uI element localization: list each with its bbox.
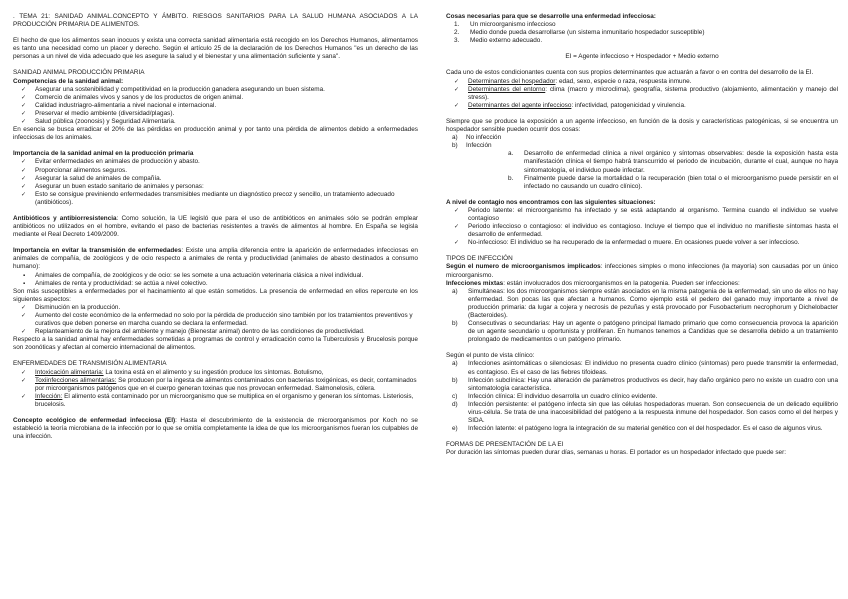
bullet-list [446, 207, 838, 247]
item-marker: b. [508, 174, 514, 182]
section-heading: ENFERMEDADES DE TRANSMISIÓN ALIMENTARIA [13, 360, 167, 368]
item-text: Desarrollo de enfermedad clínica a nivel orgánico y síntomas observables: desde la exposición hasta esta manifestación clínica el tiempo habrá transcurrido el periodo de incubación, durante el cual, aunque no haya sintomatología, el individuo puede infectar. [524, 150, 838, 174]
item-text: : clima (macro y microclima), geografía, sistema productivo (alojamiento, alimentación y manejo del stress). [468, 85, 838, 101]
paragraph: Son más susceptibles a enfermedades por el hacinamiento al que están sometidos. La presencia de enfermedad en ellos repercute en los siguientes aspectos: [13, 287, 418, 303]
list-item [446, 29, 838, 37]
list-item [446, 393, 838, 401]
paragraph: Respecto a la sanidad animal hay enfermedades sometidas a programas de control y erradicación como la Tuberculosis y Brucelosis porque son zoonóticas y afectan al comercio internacional de alimentos. [13, 336, 418, 352]
lettered-list [446, 288, 838, 345]
item-label: Determinantes del agente infeccioso [468, 101, 572, 109]
section-heading: FORMAS DE PRESENTACIÓN DE LA EI [446, 441, 564, 449]
list-item [446, 86, 838, 102]
list-item [446, 142, 838, 150]
list-item [446, 21, 838, 29]
item-marker: 2. [454, 29, 460, 37]
item-marker: d) [452, 400, 458, 408]
paragraph [446, 263, 838, 279]
nested-list [446, 150, 838, 190]
list-item: ✓ Periodo latente: el microorganismo ha infectado y se está adaptando al organismo. Termina cuando el individuo se vuelve contagioso [446, 207, 838, 223]
item-text: Infección [466, 142, 492, 150]
item-marker: a) [452, 360, 458, 368]
inline-text: : están involucrados dos microorganismos en la patogenia. Pueden ser infecciones: [503, 279, 740, 287]
list-item: ✓ Proporcionar alimentos seguros. [13, 167, 418, 175]
intro-paragraph: El hecho de que los alimentos sean inocuos y exista una correcta sanidad alimentaria está recogido en los Derechos Humanos, alimentarnos es tanto una necesidad como un placer y derecho. Según el artículo 25 de la declaración de los Derechos Humanos "es un derecho de las personas a un nivel de vida adecuado que les asegure la salud y el bienestar y una alimentación suficiente y sana". [13, 37, 418, 61]
item-text: Infección subclínica: Hay una alteración de parámetros productivos es decir, hay daño orgánico pero no existe un cuadro con una sintomatología característica. [468, 376, 838, 392]
paragraph [13, 247, 418, 271]
paragraph [13, 215, 418, 239]
inline-text: : Existe una amplia diferencia entre la aparición de enfermedades infecciosas en animales de compañía, de zoológicos y de ocio respecto a animales de renta y productividad (animales de abasto destinados a consumo humano): [13, 247, 418, 271]
list-item: ✓ Esto se consigue previniendo enfermedades transmisibles mediante un diagnóstico precoz y sencillo, un tratamiento adecuado (antibióticos). [13, 191, 418, 207]
list-item: ✓ Calidad industriagro-alimentaria a nivel nacional e internacional. [13, 102, 418, 110]
list-item [446, 288, 838, 320]
document-title: . TEMA 21: SANIDAD ANIMAL.CONCEPTO Y ÁMBITO. RIESGOS SANITARIOS PARA LA SALUD HUMANA ASOCIADOS A LA PRODUCCIÓN PRIMARIA DE ALIMENTOS. [13, 13, 418, 29]
bullet-list [446, 78, 838, 110]
left-column [13, 13, 418, 441]
paragraph [446, 280, 838, 288]
item-text: Infección latente: el patógeno logra la integración de su material genético con el del hospedador. Es el caso de algunos virus. [468, 425, 823, 433]
list-item [446, 320, 838, 344]
lettered-list [446, 134, 838, 150]
paragraph: Según el punto de vista clínico: [446, 352, 535, 360]
item-label: Toxiinfecciones alimentarias: [35, 376, 117, 384]
list-item [446, 377, 838, 393]
item-text: No infección [466, 134, 502, 142]
list-item: ✓ Asegurar una sostenibilidad y competitividad en la producción ganadera asegurando un buen sistema. [13, 86, 418, 94]
numbered-list [446, 21, 838, 45]
list-item [446, 78, 838, 86]
item-label: Determinantes del hospedador [468, 77, 556, 85]
list-item: ✓ Asegurar un buen estado sanitario de animales y personas: [13, 183, 418, 191]
item-marker: b) [452, 320, 458, 328]
inline-label: Según el numero de microorganismos implicados [446, 263, 601, 271]
item-marker: a. [508, 150, 514, 158]
bullet-list [13, 272, 418, 288]
item-text: Infección persistente: el patógeno infecta sin que las células hospedadoras mueran. Son consecuencia de un delicado equilibrio virus-célula. Se trata de una inaccesibilidad del patógeno a la respuesta inmune del hospedador. Son casos como el del herpes y SIDA. [468, 400, 838, 425]
subsection-heading: Importancia de la sanidad animal en la producción primaria [13, 150, 194, 158]
item-text: Consecutivas o secundarias: Hay un agente o patógeno principal llamado primario que como consecuencia provoca la aparición de un agente secundario u oportunista y proliferan. En humanos tenemos a Candidas que se desarrolla debido a un tratamiento prolongado de medicamentos o un patógeno primario. [468, 320, 838, 344]
list-item: ✓ Aumento del coste económico de la enfermedad no solo por la pérdida de producción sino también por los tratamientos preventivos y curativos que deben ponerse en marcha cuando se declara la enfermedad. [13, 312, 418, 328]
list-item [446, 134, 838, 142]
inline-label: Importancia en evitar la transmisión de enfermedades [13, 247, 182, 255]
inline-text: : Como solución, la UE legisló que para el uso de antibióticos en animales sólo se podrán emplear antibióticos no utilizados en el hombre, evitando el paso de bacterias resistentes a través de alimentos al hombre. En España se legisla mediante el Real Decreto 1409/2009. [13, 214, 418, 239]
list-item: ✓ Salud pública (zoonosis) y Seguridad Alimentaria. [13, 118, 418, 126]
formula: EI = Agente infeccioso + Hospedador + Medio externo [565, 53, 719, 61]
item-marker: a) [452, 287, 458, 295]
item-text: Infecciones asintomáticas o silenciosas: El individuo no presenta cuadro clínico (síntomas) pero puede transmitir la enfermedad, es contagioso. Es el caso de las fiebres tifoideas. [468, 360, 838, 376]
item-label: Determinantes del entorno [468, 85, 546, 93]
item-marker: 3. [454, 37, 460, 45]
paragraph: Por duración las síntomas pueden durar días, semanas u horas. El portador es un hospedador infectado que puede ser: [446, 449, 786, 457]
inline-label: Infecciones mixtas [446, 279, 504, 287]
paragraph: Cada uno de estos condicionantes cuenta con sus propios determinantes que actuarán a favor o en contra del desarrollo de la EI. [446, 69, 814, 77]
subsection-heading: Competencias de la sanidad animal: [13, 77, 124, 85]
list-item [446, 175, 838, 191]
lettered-list [446, 360, 838, 433]
list-item [446, 102, 838, 110]
list-item: ▪ Animales de renta y productividad: se actúa a nivel colectivo. [13, 280, 418, 288]
item-marker: b) [452, 376, 458, 384]
list-item: ✓ Preservar el medio ambiente (diversidad/plagas). [13, 110, 418, 118]
section-heading: SANIDAD ANIMAL PRODUCCIÓN PRIMARIA [13, 69, 145, 77]
subsection-heading: A nivel de contagio nos encontramos con las siguientes situaciones: [446, 198, 656, 206]
bullet-list [13, 369, 418, 409]
list-item: ✓ Replanteamiento de la mejora del ambiente y manejo (Bienestar animal) dentro de las condiciones de productividad. [13, 328, 418, 336]
inline-label: Concepto ecológico de enfermedad infecciosa (EI) [13, 417, 176, 425]
list-item [446, 425, 838, 433]
item-text: La toxina está en el alimento y su ingestión produce los síntomas. Botulismo, [103, 368, 324, 376]
list-item [446, 401, 838, 425]
list-item: ✓ Disminución en la producción. [13, 304, 418, 312]
item-text: : infectividad, patogenicidad y virulencia. [571, 101, 686, 109]
list-item: ✓ Asegurar la salud de animales de compañía. [13, 175, 418, 183]
item-label: Intoxicación alimentaria: [35, 368, 104, 376]
item-text: Medio externo adecuado. [470, 37, 543, 45]
list-item [13, 377, 418, 393]
item-text: Medio donde pueda desarrollarse (un sistema inmunitario hospedador susceptible) [470, 29, 705, 37]
list-item: ✓ Evitar enfermedades en animales de producción y abasto. [13, 158, 418, 166]
paragraph: En esencia se busca erradicar el 20% de las pérdidas en producción animal y por tanto una pérdida de alimentos debido a enfermedades infecciosas de los animales. [13, 126, 418, 142]
inline-text: : Hasta el descubrimiento de la existencia de microorganismos por Koch no se estableció la teoría microbiana de la infección por lo que se omitía completamente la idea de que los microorganismos fueran los culpables de una infección. [13, 417, 418, 441]
list-item: ▪ Animales de compañía, de zoológicos y de ocio: se les somete a una actuación veterinaria clásica a nivel individual. [13, 272, 418, 280]
item-text: Un microorganismo infeccioso [470, 21, 556, 29]
paragraph: Siempre que se produce la exposición a un agente infeccioso, en función de la dosis y características patogénicas, si se encuentra un hospedador sensible pueden ocurrir dos cosas: [446, 117, 838, 134]
item-marker: a) [452, 134, 458, 142]
bullet-list [13, 158, 418, 207]
list-item [13, 369, 418, 377]
list-item: ✓ No-infeccioso: El individuo se ha recuperado de la enfermedad o muere. En ocasiones puede volver a ser infeccioso. [446, 239, 838, 247]
list-item [446, 37, 838, 45]
item-text: : edad, sexo, especie o raza, respuesta inmune. [555, 77, 692, 85]
item-text: Infección clínica: El individuo desarrolla un cuadro clínico evidente. [468, 392, 658, 400]
inline-text: : infecciones simples o mono infecciones (la mayoría) son causadas por un único microorganismo. [446, 263, 838, 279]
item-marker: c) [452, 392, 458, 400]
list-item [13, 393, 418, 409]
subsection-heading: Cosas necesarias para que se desarrolle una enfermedad infecciosa: [446, 13, 656, 20]
item-text: Se producen por la ingesta de alimentos contaminados con bacterias toxigénicas, es decir, contaminados por microorganismos patógenos que en el cuerpo generan toxinas que nos provocan enfermedad. Salmonelosis, cólera. [35, 376, 417, 392]
item-marker: e) [452, 425, 458, 433]
list-item [446, 150, 838, 174]
list-item: ✓ Periodo infeccioso o contagioso: el individuo es contagioso. Incluye el tiempo que el individuo no manifieste síntomas hasta el desarrollo de enfermedad. [446, 223, 838, 239]
item-text: Finalmente puede darse la mortalidad o la recuperación (bien total o el microorganismo puede persistir en el infectado no causando un cuadro clínico). [524, 174, 838, 190]
list-item [446, 360, 838, 376]
bullet-list [13, 86, 418, 126]
right-column [446, 13, 838, 458]
item-label: Infección: [35, 392, 63, 400]
item-marker: b) [452, 142, 458, 150]
section-heading: TIPOS DE INFECCIÓN [446, 255, 513, 263]
item-text: Simultáneas: los dos microorganismos siempre están asociados en la misma patogenia de la enfermedad, sin uno de ellos no hay enfermedad. Son pocas las que afectan a humanos. Como ejemplo está el pedero del ganado muy importante a nivel de producción primaria: da lugar a cojera y necrosis de pezuñas y está provocado por Fusobacterium necrophorum y Dichelobacter (Bacteroides). [468, 287, 838, 319]
list-item: ✓ Comercio de animales vivos y sanos y de los productos de origen animal. [13, 94, 418, 102]
bullet-list [13, 304, 418, 336]
item-text: El alimento está contaminado por un microorganismo que se multiplica en el organismo y generan los síntomas. Listeriosis, brucelosis. [35, 392, 414, 408]
inline-label: Antibióticos y antibiorresistencia [13, 214, 117, 222]
item-marker: 1. [454, 21, 460, 29]
paragraph [13, 417, 418, 441]
